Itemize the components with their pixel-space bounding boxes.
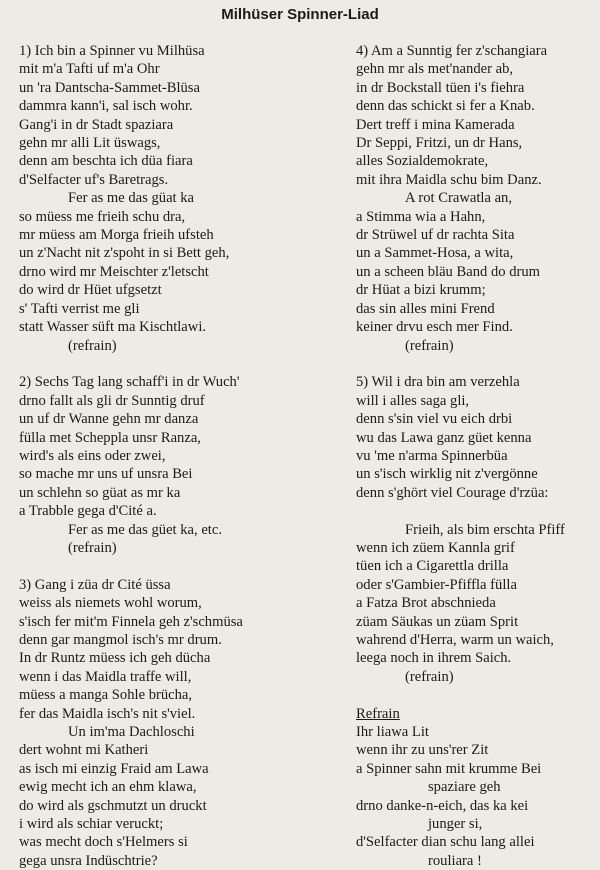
- right-verse-line: drno danke-n-eich, das ka kei: [356, 797, 529, 814]
- right-verse-line: a Spinner sahn mit krumme Bei: [356, 760, 542, 777]
- right-verse-line: denn s'ghört viel Courage d'rzüa:: [356, 484, 549, 501]
- left-verse-line: drno wird mr Meischter z'letscht: [19, 263, 209, 280]
- right-verse-line: denn das schickt si fer a Knab.: [356, 98, 535, 115]
- right-verse-line: A rot Crawatla an,: [405, 190, 512, 207]
- left-verse-line: fülla met Scheppla unsr Ranza,: [19, 429, 201, 446]
- left-verse-line: wenn i das Maidla traffe will,: [19, 668, 192, 685]
- right-verse-line: Ihr liawa Lit: [356, 723, 429, 740]
- left-verse-line: was mecht doch s'Helmers si: [19, 834, 188, 851]
- right-verse-line: will i alles saga gli,: [356, 392, 470, 409]
- right-verse-line: spaziare geh: [428, 779, 501, 796]
- left-verse-line: un 'ra Dantscha-Sammet-Blüsa: [19, 79, 200, 96]
- right-verse-line: (refrain): [405, 337, 454, 354]
- right-verse-line: dr Hüat a bizi krumm;: [356, 282, 486, 299]
- left-verse-line: mit m'a Tafti uf m'a Ohr: [19, 61, 160, 78]
- right-verse-line: züam Säukas un züam Sprit: [356, 613, 519, 630]
- left-verse-line: s' Tafti verrist me gli: [19, 300, 140, 317]
- right-verse-line: wenn ich züem Kannla grif: [356, 539, 515, 556]
- stanza-gap: [19, 557, 339, 575]
- right-column: [356, 42, 596, 870]
- right-verse-line: Frieih, als bim erschta Pfiff: [405, 521, 565, 538]
- right-verse-line: 5) Wil i dra bin am verzehla: [356, 374, 520, 391]
- left-verse-line: so mache mr uns uf unsra Bei: [19, 466, 193, 483]
- left-verse-line: (refrain): [68, 539, 117, 556]
- right-verse-line: un a scheen bläu Band do drum: [356, 263, 540, 280]
- right-verse-line: keiner drvu esch mer Find.: [356, 319, 513, 336]
- right-verse-line: oder s'Gambier-Pfiffla fülla: [356, 576, 517, 593]
- left-verse-line: fer das Maidla isch's nit s'viel.: [19, 705, 196, 722]
- stanza-gap: [356, 502, 596, 520]
- left-verse-line: Fer as me das güat ka: [68, 190, 195, 207]
- stanza-gap: [19, 355, 339, 373]
- left-verse-line: Un im'ma Dachloschi: [68, 724, 195, 740]
- left-verse-line: dert wohnt mi Katheri: [19, 742, 149, 759]
- left-verse-line: ewig mecht ich an ehm klawa,: [19, 779, 197, 796]
- right-verse-line: 4) Am a Sunntig fer z'schangiara: [356, 43, 548, 59]
- left-verse-line: wird's als eins oder zwei,: [19, 447, 166, 464]
- left-verse-line: un uf dr Wanne gehn mr danza: [19, 411, 199, 428]
- left-verse-line: drno fallt als gli dr Sunntig druf: [19, 392, 205, 409]
- right-verse-line: dr Strüwel uf dr rachta Sita: [356, 227, 515, 244]
- left-verse-line: mr müess am Morga frieih ufsteh: [19, 227, 214, 244]
- left-verse-line: denn gar mangmol isch's mr drum.: [19, 631, 222, 648]
- left-verse-line: weiss als niemets wohl worum,: [19, 595, 202, 612]
- left-verse-line: do wird als gschmutzt un druckt: [19, 797, 207, 814]
- left-verse-line: as isch mi einzig Fraid am Lawa: [19, 760, 209, 777]
- right-verse-line: vu 'me n'arma Spinnerbüa: [356, 447, 508, 464]
- left-verse-line: s'isch fer mit'm Finnela geh z'schmüsa: [19, 613, 243, 630]
- right-verse-line: a Fatza Brot abschnieda: [356, 595, 496, 612]
- right-verse-line: un s'isch wirklig nit z'vergönne: [356, 466, 538, 483]
- right-verse-line: das sin alles mini Frend: [356, 300, 495, 317]
- right-verse-line: a Stimma wia a Hahn,: [356, 208, 486, 225]
- left-verse-line: d'Selfacter uf's Baretrags.: [19, 171, 169, 188]
- left-verse-line: denn am beschta ich düa fiara: [19, 153, 193, 170]
- left-verse-line: a Trabble gega d'Cité a.: [19, 503, 157, 520]
- right-verse-line: in dr Bockstall tüen i's fiehra: [356, 79, 525, 96]
- left-verse-line: statt Wasser süft ma Kischtlawi.: [19, 319, 207, 336]
- right-verse-line: Refrain: [356, 705, 400, 722]
- right-verse-line: Dr Seppi, Fritzi, un dr Hans,: [356, 135, 523, 152]
- right-verse-line: tüen ich a Cigarettla drilla: [356, 558, 509, 575]
- right-verse-line: d'Selfacter dian schu lang allei: [356, 834, 535, 851]
- left-verse-line: 1) Ich bin a Spinner vu Milhüsa: [19, 43, 205, 59]
- left-verse-line: dammra kann'i, sal isch wohr.: [19, 98, 193, 115]
- page-title: Milhüser Spinner-Liad: [221, 6, 379, 23]
- left-verse-line: i wird als schiar veruckt;: [19, 816, 164, 833]
- right-verse-line: Dert treff i mina Kamerada: [356, 116, 515, 133]
- right-verse-line: leega noch in ihrem Saich.: [356, 650, 512, 667]
- right-verse-line: wahrend d'Herra, warm un waich,: [356, 631, 554, 648]
- right-verse-line: un a Sammet-Hosa, a wita,: [356, 245, 514, 262]
- left-column: [19, 42, 339, 870]
- left-verse-line: Fer as me das güet ka, etc.: [68, 521, 222, 538]
- left-verse-line: un z'Nacht nit z'spoht in si Bett geh,: [19, 245, 230, 262]
- left-verse-line: müess a manga Sohle brücha,: [19, 687, 193, 704]
- left-verse-line: un schlehn so güat as mr ka: [19, 484, 181, 501]
- left-verse-line: 3) Gang i züa dr Cité üssa: [19, 576, 171, 593]
- right-verse-line: alles Sozialdemokrate,: [356, 153, 489, 170]
- left-verse-line: In dr Runtz müess ich geh dücha: [19, 650, 211, 667]
- right-verse-line: wenn ihr zu uns'rer Zit: [356, 742, 489, 759]
- left-verse-line: so müess me frieih schu dra,: [19, 208, 186, 225]
- left-verse-line: (refrain): [68, 337, 117, 354]
- left-verse-line: 2) Sechs Tag lang schaff'i in dr Wuch': [19, 374, 240, 391]
- right-verse-line: (refrain): [405, 668, 454, 685]
- left-verse-line: Gang'i in dr Stadt spaziara: [19, 116, 174, 133]
- right-verse-line: gehn mr als met'nander ab,: [356, 61, 514, 78]
- stanza-gap: [356, 686, 596, 704]
- right-verse-line: denn s'sin viel vu eich drbi: [356, 411, 513, 428]
- left-verse-line: gega unsra Indüschtrie?: [19, 852, 158, 869]
- right-verse-line: rouliara !: [428, 852, 482, 869]
- right-verse-line: wu das Lawa ganz güet kenna: [356, 429, 532, 446]
- right-verse-line: mit ihra Maidla schu bim Danz.: [356, 171, 542, 188]
- left-verse-line: do wird dr Hüet ufgsetzt: [19, 282, 162, 299]
- left-verse-line: gehn mr alli Lit üswags,: [19, 135, 161, 152]
- right-verse-line: junger si,: [428, 816, 483, 833]
- stanza-gap: [356, 355, 596, 373]
